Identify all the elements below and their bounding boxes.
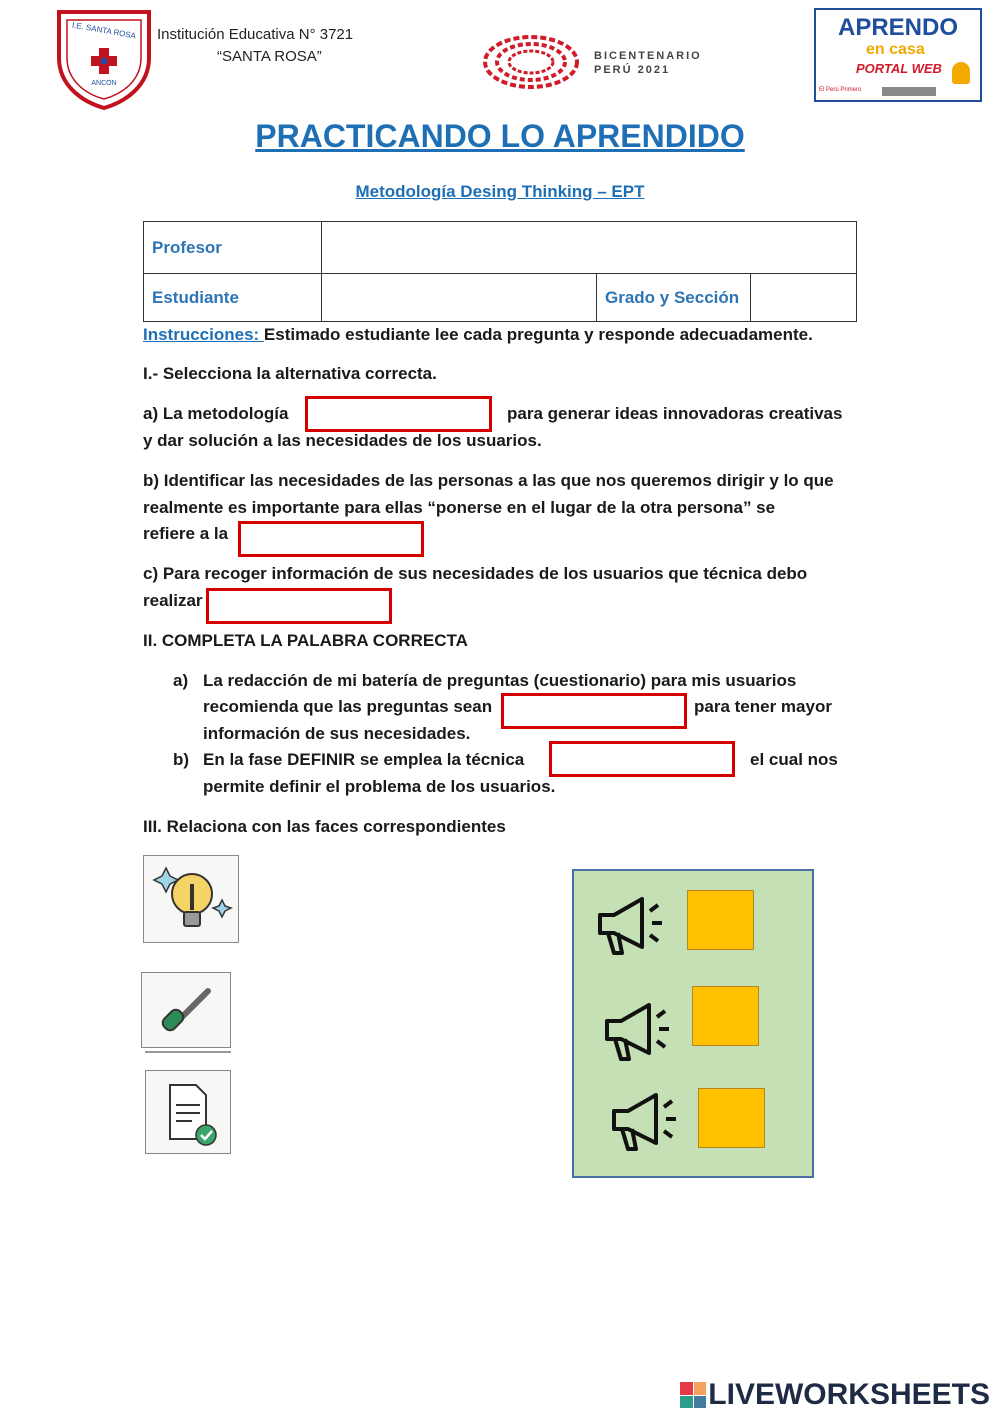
q2b-marker: b) (173, 750, 190, 769)
megaphone-icon (599, 999, 673, 1061)
q2b-line2: permite definir el problema de los usuarios. (203, 777, 556, 796)
school-name (157, 24, 397, 68)
q1b-line2: realmente es importante para ellas “ponerse en el lugar de la otra persona” se (143, 498, 776, 517)
profesor-label: Profesor (144, 222, 322, 274)
answer-box-2a[interactable] (501, 693, 687, 729)
match-panel (572, 869, 814, 1178)
aprendo-footer-text: El Perú Primero (819, 87, 862, 93)
school-line-2: “SANTA ROSA” (217, 48, 322, 65)
profesor-field[interactable] (322, 222, 857, 274)
megaphone-icon (592, 893, 666, 955)
section1-heading: I.- Selecciona la alternativa correcta. (143, 364, 437, 383)
q2b-after: el cual nos (750, 750, 838, 769)
bicentenario-emblem (482, 33, 580, 91)
bicentenario-line-1: BICENTENARIO (594, 50, 702, 62)
q1a-after: para generar ideas innovadoras creativas (507, 404, 843, 423)
aprendo-kid-icon (952, 62, 970, 84)
section2-heading: II. COMPLETA LA PALABRA CORRECTA (143, 631, 468, 650)
q1b-line1: b) Identificar las necesidades de las personas a las que nos queremos dirigir y lo que (143, 471, 834, 490)
thumb-divider (145, 1051, 231, 1053)
aprendo-footer-bar (882, 87, 936, 96)
q1a-before: a) La metodología (143, 404, 289, 423)
page-subtitle: Metodología Desing Thinking – EPT (355, 182, 645, 201)
q2b-before: En la fase DEFINIR se emplea la técnica (203, 750, 525, 769)
bicentenario-text (594, 51, 702, 76)
idea-thumb[interactable] (143, 855, 239, 943)
prototype-thumb[interactable] (141, 972, 231, 1048)
instructions (143, 322, 863, 348)
drop-target-2[interactable] (692, 986, 759, 1046)
q2a-line1: La redacción de mi batería de preguntas (cuestionario) para mis usuarios (203, 671, 797, 690)
aprendo-title: APRENDO (837, 14, 958, 41)
instructions-text: Estimado estudiante lee cada pregunta y responde adecuadamente. (263, 325, 813, 344)
liveworksheets-brand[interactable] (680, 1378, 990, 1412)
aprendo-sub: en casa (866, 41, 925, 58)
bicentenario-line-2: PERÚ 2021 (594, 64, 671, 76)
q2a-line3: información de sus necesidades. (203, 724, 471, 743)
shield-top-text: I.E. SANTA ROSA (71, 20, 137, 41)
grado-field[interactable] (751, 274, 857, 322)
estudiante-field[interactable] (322, 274, 597, 322)
school-line-1: Institución Educativa N° 3721 (157, 26, 354, 43)
answer-box-2b[interactable] (549, 741, 735, 777)
grado-label: Grado y Sección (597, 274, 751, 322)
drop-target-3[interactable] (698, 1088, 765, 1148)
q2a-marker: a) (173, 671, 189, 690)
liveworksheets-logo-icon (680, 1382, 706, 1408)
shield-bottom-text: ANCON (91, 80, 117, 87)
lightbulb-icon (144, 856, 238, 942)
answer-box-1c[interactable] (206, 588, 392, 624)
q2a-line2-after: para tener mayor (694, 697, 832, 716)
student-info-table (143, 221, 857, 322)
liveworksheets-text: LIVEWORKSHEETS (708, 1378, 990, 1411)
q1c-line1: c) Para recoger información de sus necesidades de los usuarios que técnica debo (143, 564, 808, 583)
checked-document-icon (146, 1071, 230, 1153)
q1b-line3: refiere a la (143, 524, 229, 543)
test-thumb[interactable] (145, 1070, 231, 1154)
screwdriver-icon (142, 973, 230, 1047)
answer-box-1a[interactable] (305, 396, 492, 432)
estudiante-label: Estudiante (144, 274, 322, 322)
drop-target-1[interactable] (687, 890, 754, 950)
instructions-label: Instrucciones: (143, 325, 264, 344)
aprendo-portal: PORTAL WEB (856, 61, 942, 76)
section3-heading: III. Relaciona con las faces correspondientes (143, 817, 506, 836)
megaphone-icon (606, 1089, 680, 1151)
answer-box-1b[interactable] (238, 521, 424, 557)
q1a-line2: y dar solución a las necesidades de los usuarios. (143, 431, 542, 450)
q1c-line2: realizar (143, 591, 203, 610)
page-title: PRACTICANDO LO APRENDIDO (255, 118, 745, 154)
q2a-line2-before: recomienda que las preguntas sean (203, 697, 493, 716)
aprendo-en-casa-logo (814, 8, 982, 102)
